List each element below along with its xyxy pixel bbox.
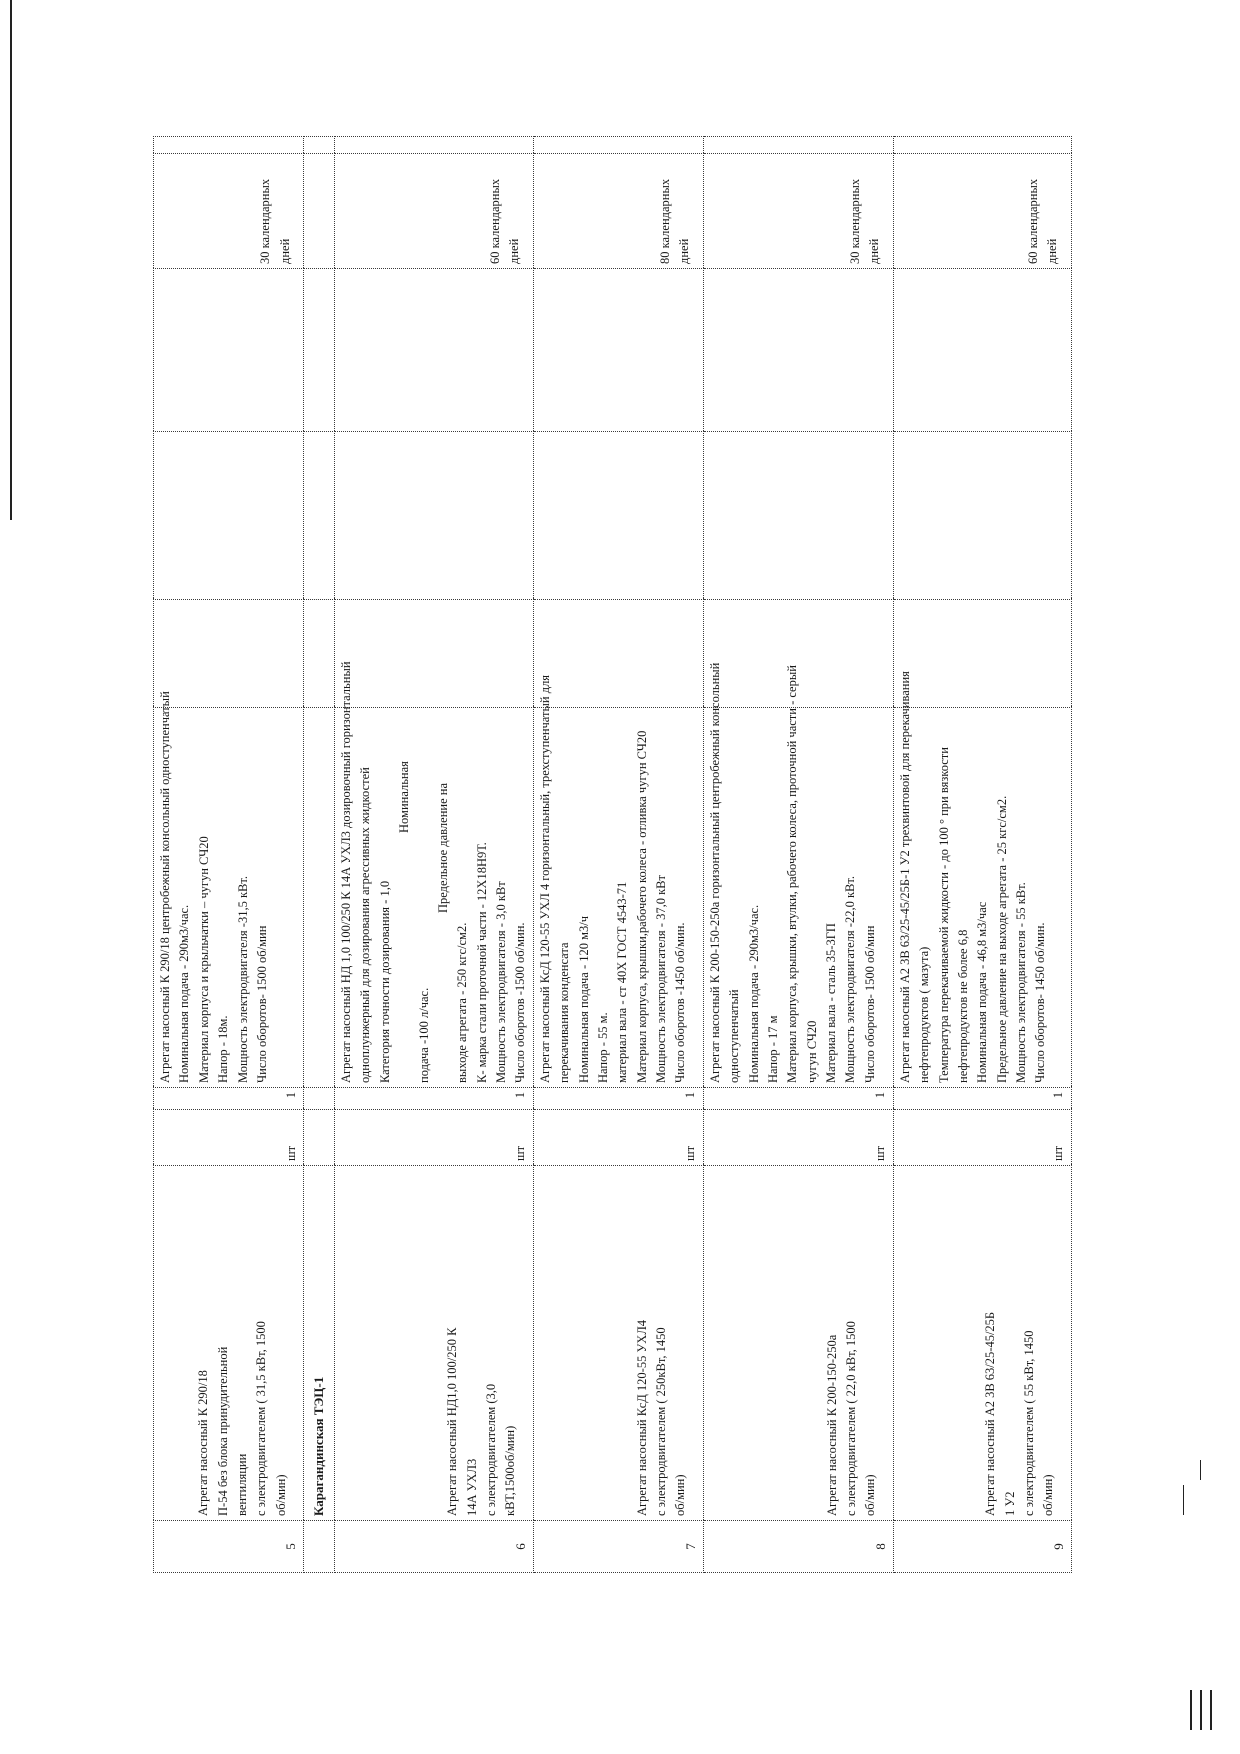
unit-cell: шт xyxy=(335,1110,534,1166)
quantity-cell: 1 xyxy=(703,1088,893,1110)
row-number: 5 xyxy=(154,1521,304,1573)
empty-cell xyxy=(335,137,534,154)
unit-cell: шт xyxy=(533,1110,703,1166)
empty-cell xyxy=(893,137,1071,154)
empty-cell xyxy=(893,269,1071,432)
spec-cell: Агрегат насосный А2 3В 63/25-45/25Б-1 У2 трехвинтовой для перекачивания нефтепродуктов ( мазута) Температура перекачиваемой жидкости - до 100 ° при вязкости нефтепродуктов не более 6,8 Номинальная подача - 46,8 м3/час Предельное давление на выходе агрегата - 25 кгс/см2. Мощность электродвигателя - 55 кВт. Число оборотов- 1450 об/мин. xyxy=(893,708,1071,1088)
quantity-cell: 1 xyxy=(533,1088,703,1110)
section-row xyxy=(304,137,335,1573)
empty-cell xyxy=(893,432,1071,600)
empty-cell xyxy=(154,269,304,432)
empty-cell xyxy=(893,600,1071,708)
spec-cell: Агрегат насосный К 200-150-250а горизонтальный центробежный консольный одноступенчатый Номинальная подача - 290м3/час. Напор - 17 м Материал корпуса, крышки, втулки, рабочего колеса, проточной части - серый чугун СЧ20 Материал вала - сталь 35-3ГП Мощность электродвигателя -22,0 кВт. Число оборотов- 1500 об/мин xyxy=(703,708,893,1088)
item-name-cell: Агрегат насосный НД1,0 100/250 К 14А УХЛ3 с электродвигателем (3,0 кВТ,1500об/мин) xyxy=(335,1166,534,1521)
row-number: 7 xyxy=(533,1521,703,1573)
row-number: 8 xyxy=(703,1521,893,1573)
item-name-cell: Агрегат насосный А2 3В 63/25-45/25Б 1 У2 с электродвигателем ( 55 кВт, 1450 об/мин) xyxy=(893,1166,1071,1521)
empty-cell xyxy=(335,600,534,708)
section-title: Карагандинская ТЭЦ-1 xyxy=(304,1166,335,1521)
rotated-table-sheet xyxy=(153,137,1066,1573)
empty-cell xyxy=(703,137,893,154)
quantity-cell: 1 xyxy=(154,1088,304,1110)
row-number: 6 xyxy=(335,1521,534,1573)
row-number: 9 xyxy=(893,1521,1071,1573)
empty-cell xyxy=(703,432,893,600)
equipment-spec-table xyxy=(153,136,1072,1573)
empty-cell xyxy=(154,432,304,600)
item-name-cell: Агрегат насосный К 290/18 П-54 без блока принудительной вентиляции с электродвигателем ( 31,5 кВт, 1500 об/мин) xyxy=(154,1166,304,1521)
scan-tick xyxy=(1200,1690,1202,1730)
empty-cell xyxy=(154,600,304,708)
empty-cell xyxy=(304,600,335,708)
empty-cell xyxy=(703,269,893,432)
item-name-cell: Агрегат насосный КсД 120-55 УХЛ4 с электродвигателем ( 250кВт, 1450 об/мин) xyxy=(533,1166,703,1521)
empty-cell xyxy=(533,432,703,600)
table-row xyxy=(154,137,304,1573)
table-row xyxy=(533,137,703,1573)
delivery-term-cell: 80 календарных дней xyxy=(533,154,703,269)
scan-tick xyxy=(1183,1485,1184,1515)
empty-cell xyxy=(304,269,335,432)
delivery-term-cell: 30 календарных дней xyxy=(154,154,304,269)
scan-tick xyxy=(1190,1690,1192,1730)
table-row xyxy=(893,137,1071,1573)
empty-cell xyxy=(533,137,703,154)
empty-cell xyxy=(533,600,703,708)
quantity-cell: 1 xyxy=(335,1088,534,1110)
empty-cell xyxy=(304,1110,335,1166)
empty-cell xyxy=(304,708,335,1088)
delivery-term-cell: 60 календарных дней xyxy=(893,154,1071,269)
unit-cell: шт xyxy=(703,1110,893,1166)
spec-cell: Агрегат насосный НД 1,0 100/250 К 14А УХЛ3 дозировочный горизонтальный одноплунжерный для дозирования агрессивных жидкостей Категория точности дозирования - 1,0 Номинальная подача -100 л/час. Предельное давление на выходе агрегата - 250 кгс/см2. К- марка стали проточной части - 12Х18Н9Т. Мощность электродвигателя - 3,0 кВт Число оборотов -1500 об/мин. xyxy=(335,708,534,1088)
empty-cell xyxy=(304,137,335,154)
empty-cell xyxy=(304,1521,335,1573)
unit-cell: шт xyxy=(154,1110,304,1166)
empty-cell xyxy=(335,432,534,600)
scan-edge-line xyxy=(10,0,12,520)
item-name-cell: Агрегат насосный К 200-150-250а с электродвигателем ( 22,0 кВт, 1500 об/мин) xyxy=(703,1166,893,1521)
empty-cell xyxy=(533,269,703,432)
delivery-term-cell: 60 календарных дней xyxy=(335,154,534,269)
table-row xyxy=(335,137,534,1573)
spec-cell: Агрегат насосный КсД 120-55 УХЛ 4 горизонтальный, трехступенчатый для перекачивания конденсата Номинальная подача - 120 м3/ч Напор - 55 м. материал вала - ст 40Х ГОСТ 4543-71 Материал корпуса, крышки,рабочего колеса - отливка чугун СЧ20 Мощность электродвигателя - 37,0 кВт Число оборотов -1450 об/мин. xyxy=(533,708,703,1088)
scan-tick xyxy=(1210,1690,1212,1730)
empty-cell xyxy=(335,269,534,432)
quantity-cell: 1 xyxy=(893,1088,1071,1110)
empty-cell xyxy=(304,1088,335,1110)
empty-cell xyxy=(154,137,304,154)
spec-cell: Агрегат насосный К 290/18 центробежный консольный одноступенчатый Номинальная подача - 290м3/час. Материал корпуса и крыльчатки – чугун СЧ20 Напор - 18м. Мощность электродвигателя -31,5 кВт. Число оборотов- 1500 об/мин xyxy=(154,708,304,1088)
table-row xyxy=(703,137,893,1573)
empty-cell xyxy=(304,154,335,269)
unit-cell: шт xyxy=(893,1110,1071,1166)
scan-tick xyxy=(1200,1460,1201,1480)
delivery-term-cell: 30 календарных дней xyxy=(703,154,893,269)
empty-cell xyxy=(304,432,335,600)
